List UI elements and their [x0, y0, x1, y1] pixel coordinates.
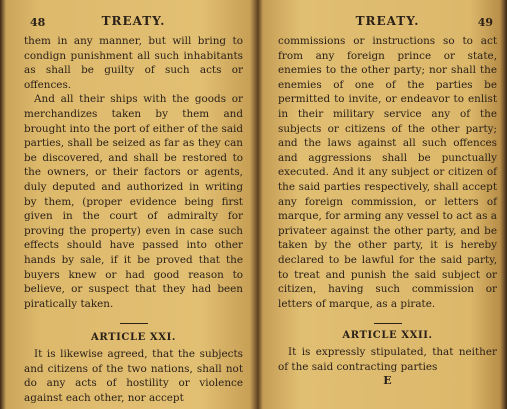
article-text: It is likewise agreed, that the subjects and citizens of the two nations, shall not do any acts of hostility or violence against each other, nor accept	[24, 348, 243, 405]
right-page-header	[278, 0, 497, 34]
right-page	[258, 0, 507, 409]
running-head: TREATY.	[101, 14, 166, 28]
section-divider	[120, 323, 148, 324]
section-divider	[374, 323, 402, 324]
article-text: It is expressly stipulated, that neither of the said contracting parties	[278, 346, 497, 373]
running-head: TREATY.	[355, 14, 420, 28]
left-page-body	[24, 34, 243, 311]
right-page-body	[278, 34, 497, 311]
left-page-header	[24, 0, 243, 34]
page-number: 49	[477, 16, 493, 29]
article-heading: ARTICLE XXII.	[342, 330, 433, 342]
article-heading: ARTICLE XXI.	[91, 332, 176, 344]
signature-mark: E	[383, 374, 392, 388]
paragraph: them in any manner, but will bring to condign punishment all such inhabitants as shall be guilty of such acts or offences.	[24, 35, 243, 91]
page-number: 48	[30, 16, 46, 29]
paragraph: commissions or instructions so to act from any foreign prince or state, enemies to the other party; nor shall the enemies of one of the parties be permitted to invite, or endeavor to enlist in their military service any of the subjects or citizens of the other party; and the laws against all such offences and aggressions shall be punctually executed. And it any subject or citizen of the said parties respectively, shall accept any foreign commission, or letters of marque, for arming any vessel to act as a privateer against the other party, and be taken by the other party, it is hereby declared to be lawful for the said party, to treat and punish the said subject or citizen, having such commission or letters of marque, as a pirate.	[278, 35, 497, 310]
paragraph: And all their ships with the goods or merchandizes taken by them and brought into the port of either of the said parties, shall be seized as far as they can be discovered, and shall be restored to the owners, or their factors or agents, duly deputed and authorized in writing by them, (proper evidence being first given in the court of admiralty for proving the property) even in case such effects should have passed into other hands by sale, if it be proved that the buyers knew or had good reason to believe, or suspect that they had been piratically taken.	[24, 93, 243, 310]
